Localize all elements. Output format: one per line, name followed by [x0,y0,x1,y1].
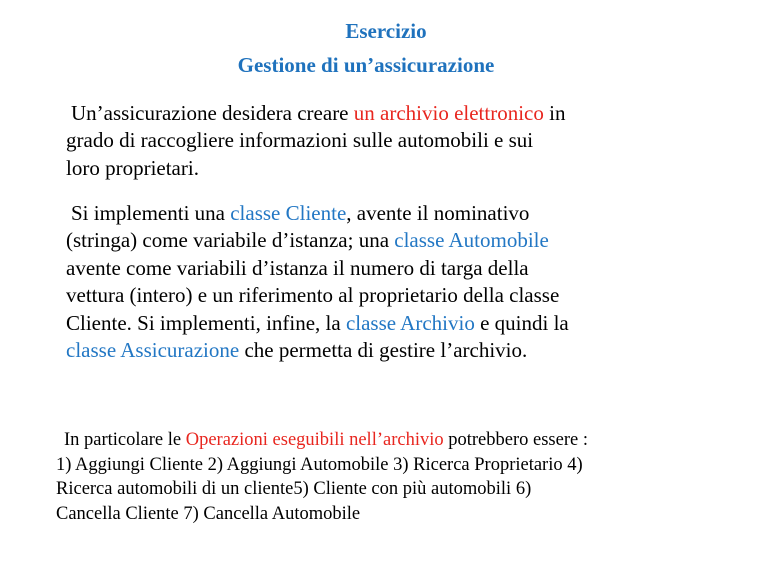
classes-line-3: avente come variabili d’istanza il numero di targa della [66,255,529,280]
highlight-classe-cliente: classe Cliente [230,201,347,225]
highlight-operazioni: Operazioni eseguibili nell’archivio [185,430,444,450]
operations-line-2: 1) Aggiungi Cliente 2) Aggiungi Automobile 3) Ricerca Proprietario 4) [56,454,583,475]
exercise-label: Esercizio [345,19,427,43]
operations-line-3: Ricerca automobili di un cliente5) Cliente con più automobili 6) [56,479,532,499]
intro-line-1: Un’assicurazione desidera creare un archivio elettronico in [71,101,566,125]
highlight-classe-archivio: classe Archivio [345,310,475,335]
classes-paragraph [66,200,716,364]
intro-line-3: loro proprietari. [66,155,199,180]
intro-paragraph [66,100,716,182]
classes-line-2: (stringa) come variabile d’istanza; una classe Automobile [66,228,549,253]
highlight-classe-assicurazione: classe Assicurazione [66,338,240,363]
classes-line-1: Si implementi una classe Cliente, avente il nominativo [71,201,530,225]
classes-line-6: classe Assicurazione che permetta di gestire l’archivio. [66,338,528,363]
operations-line-1: In particolare le Operazioni eseguibili nell’archivio potrebbero essere : [64,430,588,450]
operations-paragraph [56,428,746,526]
classes-line-5: Cliente. Si implementi, infine, la classe Archivio e quindi la [66,310,569,335]
page-title: Gestione di un’assicurazione [237,53,495,77]
intro-line-2: grado di raccogliere informazioni sulle automobili e sui [66,128,534,153]
operations-line-4: Cancella Cliente 7) Cancella Automobile [56,503,361,524]
classes-line-4: vettura (intero) e un riferimento al proprietario della classe [66,283,560,308]
highlight-classe-automobile: classe Automobile [394,228,549,253]
highlight-archivio-elettronico: un archivio elettronico [353,101,544,125]
